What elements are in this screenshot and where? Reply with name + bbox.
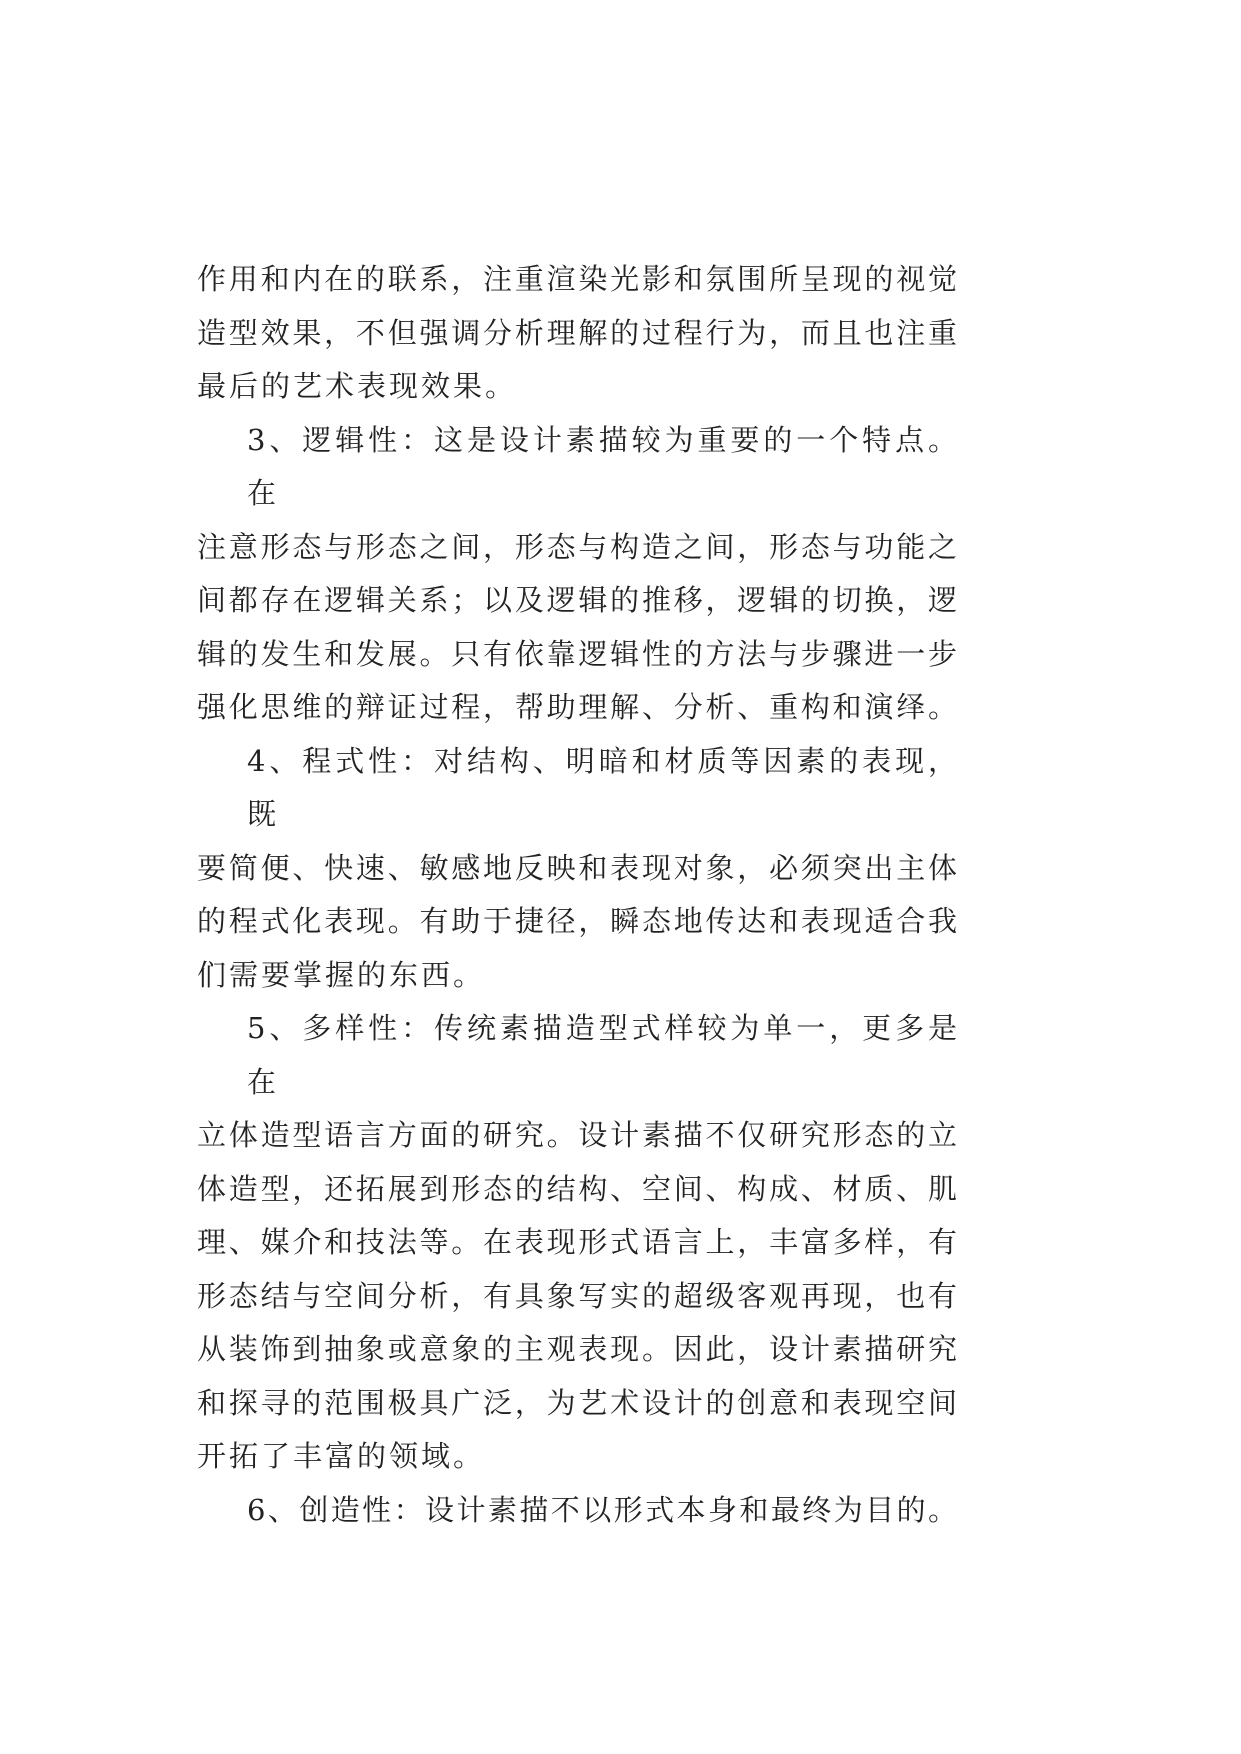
text-line: 强化思维的辩证过程，帮助理解、分析、重构和演绎。	[197, 690, 957, 724]
text-line: 们需要掌握的东西。	[197, 957, 486, 992]
text-line: 最后的艺术表现效果。	[197, 369, 518, 403]
text-line: 在	[247, 1064, 280, 1099]
paragraph-heading-4: 4、程式性：对结构、明暗和材质等因素的表现，	[247, 743, 957, 778]
text-line: 理、媒介和技法等。在表现形式语言上，丰富多样，有	[197, 1225, 957, 1259]
text-line: 要简便、快速、敏感地反映和表现对象，必须突出主体	[197, 850, 957, 885]
text-line: 间都存在逻辑关系；以及逻辑的推移，逻辑的切换，逻	[197, 583, 957, 617]
body-text	[197, 253, 957, 1537]
paragraph-heading-6: 6、创造性：设计素描不以形式本身和最终为目的。	[247, 1492, 957, 1527]
text-line: 形态结与空间分析，有具象写实的超级客观再现，也有	[197, 1278, 957, 1313]
text-line: 注意形态与形态之间，形态与构造之间，形态与功能之	[197, 529, 957, 564]
text-line: 辑的发生和发展。只有依靠逻辑性的方法与步骤进一步	[197, 636, 957, 671]
paragraph-heading-5: 5、多样性：传统素描造型式样较为单一，更多是	[247, 1011, 957, 1045]
text-line: 在	[247, 476, 280, 510]
text-line: 立体造型语言方面的研究。设计素描不仅研究形态的立	[197, 1118, 957, 1152]
text-line: 造型效果，不但强调分析理解的过程行为，而且也注重	[197, 315, 957, 350]
text-line: 体造型，还拓展到形态的结构、空间、构成、材质、肌	[197, 1171, 957, 1206]
text-line: 开拓了丰富的领域。	[197, 1439, 486, 1473]
text-line: 既	[247, 797, 280, 831]
text-line: 作用和内在的联系，注重渲染光影和氛围所呈现的视觉	[197, 262, 957, 296]
text-line: 的程式化表现。有助于捷径，瞬态地传达和表现适合我	[197, 904, 957, 938]
text-line: 从装饰到抽象或意象的主观表现。因此，设计素描研究	[197, 1332, 957, 1366]
paragraph-heading-3: 3、逻辑性：这是设计素描较为重要的一个特点。	[247, 422, 957, 457]
text-line: 和探寻的范围极具广泛，为艺术设计的创意和表现空间	[197, 1385, 957, 1420]
